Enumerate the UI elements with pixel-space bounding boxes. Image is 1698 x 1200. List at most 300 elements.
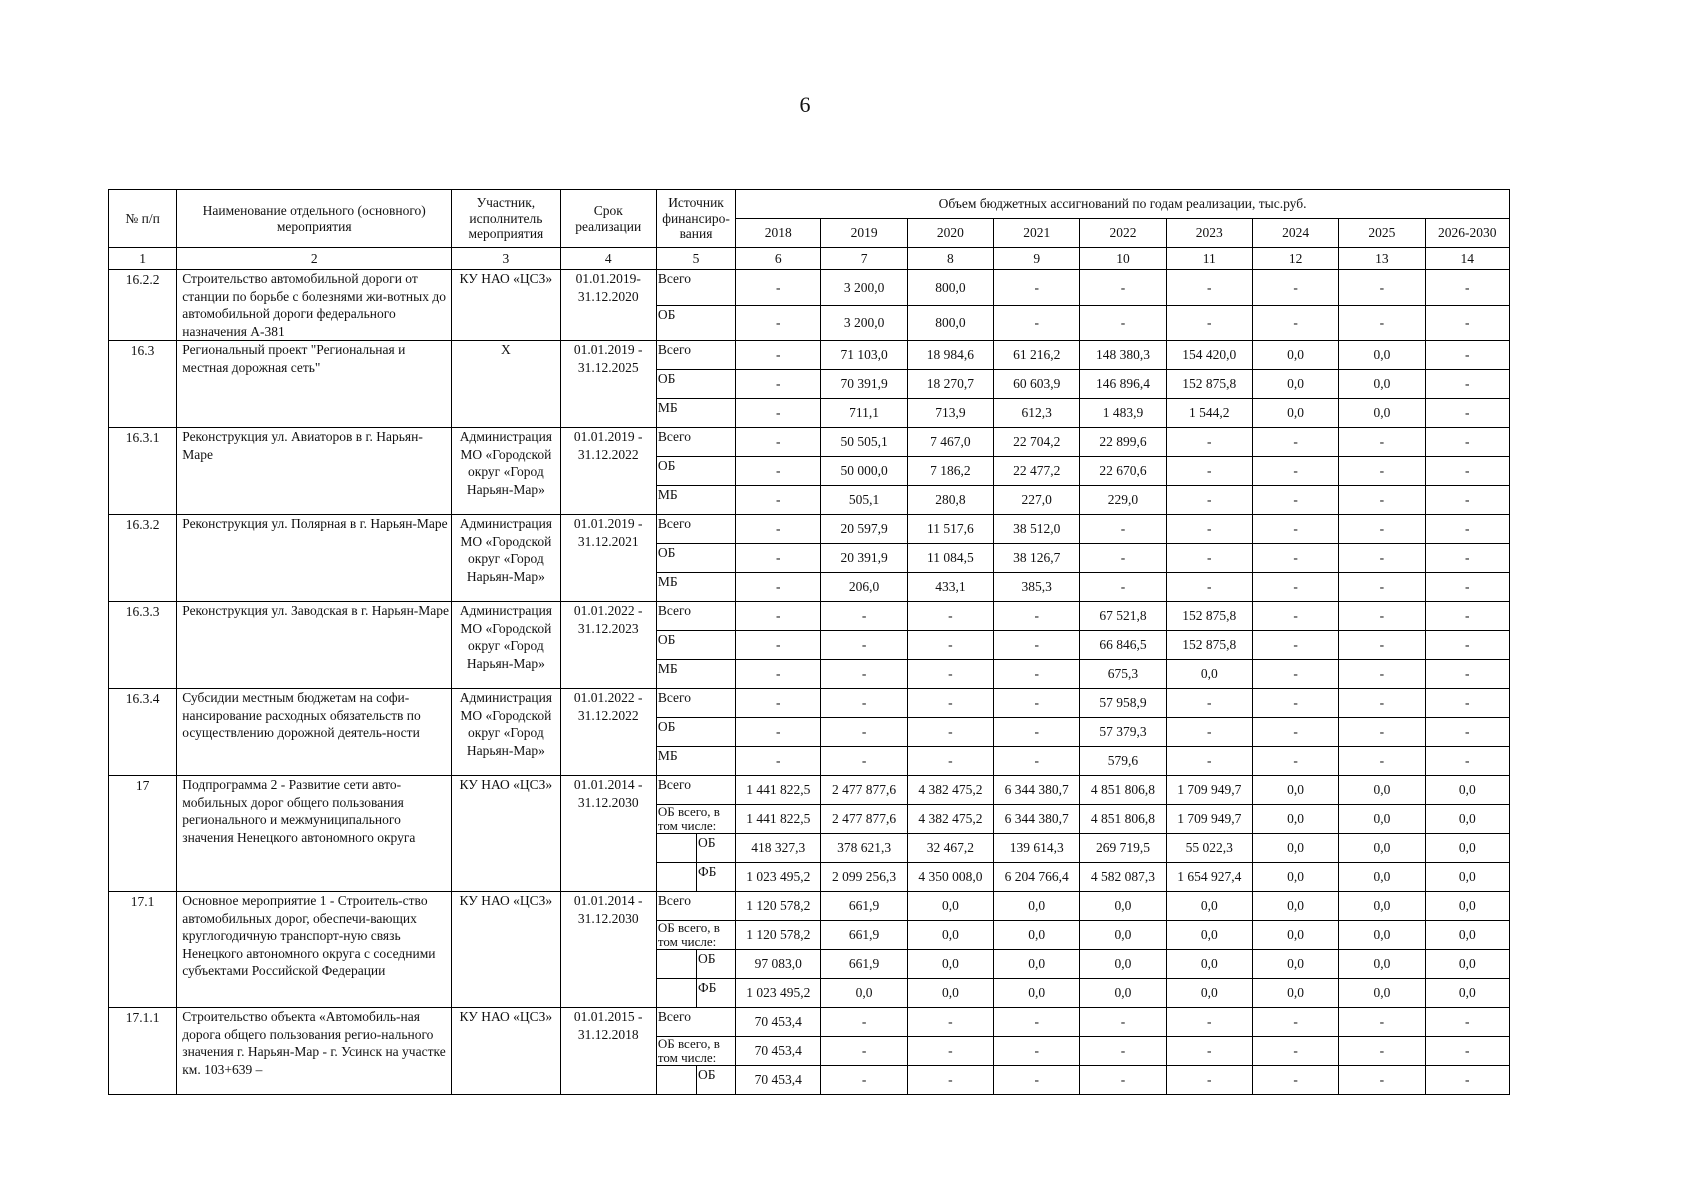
row-number: 16.3.1: [109, 428, 177, 515]
row-value: 6 344 380,7: [994, 776, 1080, 805]
row-value: -: [994, 1008, 1080, 1037]
row-value: -: [907, 631, 993, 660]
row-value: 152 875,8: [1166, 631, 1252, 660]
table-row: [109, 776, 1510, 805]
page-number: 6: [799, 92, 811, 117]
row-value: 280,8: [907, 486, 993, 515]
row-source: ОБ: [656, 544, 735, 573]
row-value: 50 000,0: [821, 457, 907, 486]
row-term-part: 01.01.2022 -: [573, 690, 643, 706]
row-value: -: [1339, 689, 1425, 718]
row-value: -: [1339, 660, 1425, 689]
row-value: 661,9: [821, 921, 907, 950]
budget-table: [108, 189, 1510, 1095]
row-value: 1 120 578,2: [736, 921, 821, 950]
row-value: -: [736, 689, 821, 718]
row-value: 1 709 949,7: [1166, 805, 1252, 834]
row-value: -: [1252, 515, 1338, 544]
header-budget: Объем бюджетных ассигнований по годам реализации, тыс.руб.: [736, 190, 1510, 219]
row-value: -: [907, 1066, 993, 1095]
row-value: -: [1425, 399, 1509, 428]
row-number: 16.3.2: [109, 515, 177, 602]
row-value: 38 512,0: [994, 515, 1080, 544]
row-value: -: [1252, 457, 1338, 486]
row-value: -: [1252, 718, 1338, 747]
table-row: [109, 270, 1510, 306]
column-number: 3: [452, 248, 560, 270]
row-value: 0,0: [994, 921, 1080, 950]
row-number: 17: [109, 776, 177, 892]
row-value: 0,0: [1425, 950, 1509, 979]
row-value: 0,0: [1252, 863, 1338, 892]
row-value: -: [1339, 747, 1425, 776]
row-value: 22 704,2: [994, 428, 1080, 457]
row-participant: Администрация МО «Городской округ «Город Нарьян-Мар»: [452, 428, 560, 515]
row-name: Основное мероприятие 1 - Строитель-ство автомобильных дорог, обеспечи-вающих круглогодичную транспорт-ную связь Ненецкого автономного округа с соседними субъектами Российской Федерации: [177, 892, 452, 1008]
row-value: -: [1252, 747, 1338, 776]
row-value: -: [1166, 544, 1252, 573]
row-value: 148 380,3: [1080, 341, 1166, 370]
year-header: 2026-2030: [1425, 219, 1509, 248]
row-value: -: [907, 602, 993, 631]
row-value: 0,0: [1252, 950, 1338, 979]
row-value: -: [1080, 1037, 1166, 1066]
row-value: 152 875,8: [1166, 602, 1252, 631]
row-term-part: 31.12.2030: [577, 910, 639, 926]
row-value: 50 505,1: [821, 428, 907, 457]
row-number: 17.1.1: [109, 1008, 177, 1095]
row-value: -: [821, 631, 907, 660]
row-value: 0,0: [1425, 834, 1509, 863]
row-term-part: 31.12.2023: [577, 620, 639, 636]
row-value: 3 200,0: [821, 305, 907, 341]
row-value: -: [1339, 1066, 1425, 1095]
row-value: -: [1252, 1008, 1338, 1037]
row-value: -: [1252, 602, 1338, 631]
row-value: 675,3: [1080, 660, 1166, 689]
row-value: 20 391,9: [821, 544, 907, 573]
row-source: МБ: [656, 660, 735, 689]
row-value: 0,0: [1425, 863, 1509, 892]
row-value: -: [907, 1008, 993, 1037]
row-term-part: 01.01.2019-: [575, 271, 641, 286]
row-source: МБ: [656, 573, 735, 602]
row-value: -: [994, 747, 1080, 776]
row-value: 0,0: [1166, 660, 1252, 689]
row-value: -: [736, 747, 821, 776]
row-value: 0,0: [1080, 950, 1166, 979]
row-value: -: [994, 305, 1080, 341]
row-value: 67 521,8: [1080, 602, 1166, 631]
row-term: [560, 602, 656, 689]
row-value: 378 621,3: [821, 834, 907, 863]
row-number: 17.1: [109, 892, 177, 1008]
row-value: 66 846,5: [1080, 631, 1166, 660]
table-row: [109, 341, 1510, 370]
row-value: 2 477 877,6: [821, 776, 907, 805]
row-value: 0,0: [1339, 892, 1425, 921]
row-value: 1 023 495,2: [736, 863, 821, 892]
row-value: -: [821, 602, 907, 631]
row-source: ОБ: [656, 718, 735, 747]
row-value: -: [1339, 573, 1425, 602]
row-value: -: [821, 1066, 907, 1095]
row-value: -: [1252, 428, 1338, 457]
header-term: Срок реализации: [560, 190, 656, 248]
row-value: -: [1339, 1037, 1425, 1066]
row-value: 1 120 578,2: [736, 892, 821, 921]
row-term-part: 31.12.2018: [577, 1026, 639, 1042]
row-value: 0,0: [1339, 921, 1425, 950]
row-term: [560, 270, 656, 341]
row-value: -: [1425, 631, 1509, 660]
row-value: -: [1252, 544, 1338, 573]
row-value: -: [1339, 718, 1425, 747]
row-value: -: [1166, 515, 1252, 544]
row-value: -: [736, 305, 821, 341]
row-value: 4 382 475,2: [907, 805, 993, 834]
row-value: 0,0: [1080, 892, 1166, 921]
row-value: 0,0: [1252, 892, 1338, 921]
year-header: 2020: [907, 219, 993, 248]
row-value: 0,0: [1252, 399, 1338, 428]
row-value: 0,0: [1166, 921, 1252, 950]
row-value: -: [1339, 457, 1425, 486]
row-term-part: 01.01.2019 -: [573, 429, 643, 445]
row-value: -: [736, 660, 821, 689]
row-value: 0,0: [1080, 921, 1166, 950]
row-value: -: [1339, 631, 1425, 660]
row-source-sub: ФБ: [697, 863, 736, 892]
table-row: [109, 1008, 1510, 1037]
row-source: ОБ: [656, 370, 735, 399]
row-value: 38 126,7: [994, 544, 1080, 573]
row-value: -: [736, 457, 821, 486]
row-value: -: [1425, 486, 1509, 515]
row-value: 0,0: [907, 950, 993, 979]
row-value: 22 477,2: [994, 457, 1080, 486]
row-value: -: [907, 718, 993, 747]
row-value: -: [1252, 305, 1338, 341]
row-value: -: [1166, 1037, 1252, 1066]
row-value: -: [994, 602, 1080, 631]
row-value: -: [821, 689, 907, 718]
column-number: 5: [656, 248, 735, 270]
row-value: -: [736, 602, 821, 631]
row-value: 7 467,0: [907, 428, 993, 457]
row-value: 0,0: [1166, 950, 1252, 979]
row-value: 6 344 380,7: [994, 805, 1080, 834]
row-value: -: [1425, 544, 1509, 573]
row-value: 0,0: [907, 892, 993, 921]
row-source-indent: [656, 979, 696, 1008]
row-name: Строительство объекта «Автомобиль-ная дорога общего пользования регио-нального значения г. Нарьян-Мар - г. Усинск на участке км. 103+639 –: [177, 1008, 452, 1095]
row-source-sub: ОБ: [697, 1066, 736, 1095]
row-value: -: [1080, 1008, 1166, 1037]
row-value: 0,0: [1339, 341, 1425, 370]
row-source-sub: ОБ: [697, 950, 736, 979]
row-value: 0,0: [994, 892, 1080, 921]
row-value: -: [1425, 718, 1509, 747]
row-source: Всего: [656, 689, 735, 718]
column-number: 2: [177, 248, 452, 270]
row-value: -: [736, 270, 821, 306]
row-source: ОБ всего, в том числе:: [656, 805, 735, 834]
row-value: -: [1339, 486, 1425, 515]
row-value: -: [821, 1037, 907, 1066]
row-number: 16.2.2: [109, 270, 177, 341]
row-value: 70 453,4: [736, 1066, 821, 1095]
year-header: 2022: [1080, 219, 1166, 248]
row-value: 0,0: [1166, 892, 1252, 921]
row-value: -: [736, 486, 821, 515]
row-value: -: [1166, 1066, 1252, 1095]
row-term-part: 01.01.2014 -: [573, 893, 643, 909]
row-value: -: [821, 660, 907, 689]
row-value: -: [1339, 602, 1425, 631]
row-value: 71 103,0: [821, 341, 907, 370]
row-value: 70 453,4: [736, 1008, 821, 1037]
row-value: 60 603,9: [994, 370, 1080, 399]
row-value: 32 467,2: [907, 834, 993, 863]
column-number: 8: [907, 248, 993, 270]
row-value: -: [1425, 573, 1509, 602]
year-header: 2023: [1166, 219, 1252, 248]
row-value: -: [1166, 573, 1252, 602]
row-value: 0,0: [1252, 805, 1338, 834]
row-value: 0,0: [1252, 921, 1338, 950]
row-value: -: [994, 270, 1080, 306]
row-value: -: [736, 341, 821, 370]
header-number: № п/п: [109, 190, 177, 248]
row-source: Всего: [656, 602, 735, 631]
row-source: Всего: [656, 515, 735, 544]
row-value: 0,0: [821, 979, 907, 1008]
row-term-part: 01.01.2015 -: [573, 1009, 643, 1025]
row-value: -: [1339, 544, 1425, 573]
row-value: 70 391,9: [821, 370, 907, 399]
row-term: [560, 1008, 656, 1095]
row-source: ОБ всего, в том числе:: [656, 1037, 735, 1066]
row-value: -: [821, 718, 907, 747]
row-value: -: [1080, 544, 1166, 573]
row-value: -: [907, 747, 993, 776]
row-value: 57 379,3: [1080, 718, 1166, 747]
row-value: -: [736, 631, 821, 660]
row-value: 579,6: [1080, 747, 1166, 776]
row-term-part: 31.12.2022: [577, 446, 639, 462]
row-value: -: [1252, 689, 1338, 718]
row-value: -: [736, 718, 821, 747]
year-header: 2024: [1252, 219, 1338, 248]
row-value: 1 441 822,5: [736, 776, 821, 805]
row-value: 1 654 927,4: [1166, 863, 1252, 892]
row-value: 11 084,5: [907, 544, 993, 573]
row-participant: Администрация МО «Городской округ «Город Нарьян-Мар»: [452, 515, 560, 602]
row-number: 16.3: [109, 341, 177, 428]
row-value: -: [1252, 270, 1338, 306]
row-term-part: 01.01.2022 -: [573, 603, 643, 619]
row-value: 0,0: [1252, 979, 1338, 1008]
row-value: -: [1252, 486, 1338, 515]
row-value: -: [736, 573, 821, 602]
row-value: -: [1166, 305, 1252, 341]
row-value: -: [1339, 428, 1425, 457]
row-value: -: [1425, 270, 1509, 306]
column-number: 10: [1080, 248, 1166, 270]
row-value: 0,0: [1252, 776, 1338, 805]
row-term: [560, 341, 656, 428]
row-source: МБ: [656, 399, 735, 428]
row-name: Субсидии местным бюджетам на софи-нансирование расходных обязательств по осуществлению дорожной деятель-ности: [177, 689, 452, 776]
row-value: -: [1425, 515, 1509, 544]
column-number: 4: [560, 248, 656, 270]
row-value: 1 023 495,2: [736, 979, 821, 1008]
row-term-part: 31.12.2030: [577, 794, 639, 810]
row-source-indent: [656, 863, 696, 892]
row-term-part: 31.12.2020: [577, 288, 639, 304]
table-row: [109, 428, 1510, 457]
row-value: -: [1339, 1008, 1425, 1037]
row-term: [560, 892, 656, 1008]
row-source: Всего: [656, 428, 735, 457]
row-value: 0,0: [1425, 776, 1509, 805]
row-value: 2 477 877,6: [821, 805, 907, 834]
row-value: 0,0: [1339, 805, 1425, 834]
column-number: 14: [1425, 248, 1509, 270]
row-value: -: [1080, 1066, 1166, 1095]
row-value: -: [1425, 689, 1509, 718]
row-value: 0,0: [994, 979, 1080, 1008]
row-participant: КУ НАО «ЦСЗ»: [452, 892, 560, 1008]
row-value: -: [1425, 428, 1509, 457]
row-term-part: 01.01.2014 -: [573, 777, 643, 793]
row-value: -: [994, 631, 1080, 660]
row-value: -: [821, 747, 907, 776]
table-row: [109, 515, 1510, 544]
row-value: -: [1425, 305, 1509, 341]
row-value: -: [1166, 486, 1252, 515]
row-source: МБ: [656, 747, 735, 776]
row-name: Реконструкция ул. Заводская в г. Нарьян-Маре: [177, 602, 452, 689]
row-value: 800,0: [907, 270, 993, 306]
row-value: 2 099 256,3: [821, 863, 907, 892]
row-value: -: [1166, 1008, 1252, 1037]
row-value: -: [1252, 660, 1338, 689]
row-name: Реконструкция ул. Авиаторов в г. Нарьян-Маре: [177, 428, 452, 515]
row-value: 0,0: [1252, 834, 1338, 863]
row-name: Реконструкция ул. Полярная в г. Нарьян-Маре: [177, 515, 452, 602]
row-value: 61 216,2: [994, 341, 1080, 370]
row-source: МБ: [656, 486, 735, 515]
row-value: 711,1: [821, 399, 907, 428]
row-value: 0,0: [1339, 370, 1425, 399]
row-value: -: [994, 1037, 1080, 1066]
row-term: [560, 515, 656, 602]
row-value: 18 984,6: [907, 341, 993, 370]
row-value: 4 851 806,8: [1080, 805, 1166, 834]
row-source-indent: [656, 834, 696, 863]
row-value: 800,0: [907, 305, 993, 341]
row-value: -: [1339, 270, 1425, 306]
row-value: -: [736, 370, 821, 399]
row-term-part: 01.01.2019 -: [573, 342, 643, 358]
row-participant: Х: [452, 341, 560, 428]
row-value: 0,0: [1425, 979, 1509, 1008]
row-value: -: [1425, 1066, 1509, 1095]
row-participant: КУ НАО «ЦСЗ»: [452, 270, 560, 341]
row-value: 152 875,8: [1166, 370, 1252, 399]
row-term-part: 31.12.2021: [577, 533, 639, 549]
row-value: -: [736, 428, 821, 457]
row-value: -: [1166, 428, 1252, 457]
row-value: 385,3: [994, 573, 1080, 602]
row-value: 18 270,7: [907, 370, 993, 399]
row-source: Всего: [656, 270, 735, 306]
row-name: Строительство автомобильной дороги от станции по борьбе с болезнями жи-вотных до автомобильной дороги федерального назначения А-381: [177, 270, 452, 341]
row-source-sub: ОБ: [697, 834, 736, 863]
row-value: 433,1: [907, 573, 993, 602]
row-source: Всего: [656, 776, 735, 805]
row-number: 16.3.3: [109, 602, 177, 689]
row-value: 0,0: [1339, 776, 1425, 805]
row-value: -: [1425, 457, 1509, 486]
row-term: [560, 428, 656, 515]
row-value: 1 544,2: [1166, 399, 1252, 428]
row-value: 55 022,3: [1166, 834, 1252, 863]
row-source-indent: [656, 950, 696, 979]
row-source: ОБ всего, в том числе:: [656, 921, 735, 950]
row-source: Всего: [656, 1008, 735, 1037]
row-value: -: [994, 660, 1080, 689]
row-name: Подпрограмма 2 - Развитие сети авто-мобильных дорог общего пользования регионального и межмуниципального значения Ненецкого автономного округа: [177, 776, 452, 892]
row-value: -: [1252, 631, 1338, 660]
row-value: -: [994, 718, 1080, 747]
row-value: -: [1425, 602, 1509, 631]
row-value: -: [736, 515, 821, 544]
row-value: -: [1166, 270, 1252, 306]
row-value: 0,0: [994, 950, 1080, 979]
year-header: 2018: [736, 219, 821, 248]
year-header: 2025: [1339, 219, 1425, 248]
row-value: 146 896,4: [1080, 370, 1166, 399]
row-value: -: [1339, 305, 1425, 341]
row-term-part: 31.12.2025: [577, 359, 639, 375]
column-number: 6: [736, 248, 821, 270]
row-value: 22 670,6: [1080, 457, 1166, 486]
row-value: 227,0: [994, 486, 1080, 515]
header-name: Наименование отдельного (основного) мероприятия: [177, 190, 452, 248]
row-source-indent: [656, 1066, 696, 1095]
row-value: 4 350 008,0: [907, 863, 993, 892]
row-value: -: [1252, 1066, 1338, 1095]
row-value: 0,0: [1252, 370, 1338, 399]
row-value: -: [1166, 689, 1252, 718]
row-term-part: 31.12.2022: [577, 707, 639, 723]
row-name: Региональный проект "Региональная и местная дорожная сеть": [177, 341, 452, 428]
row-value: -: [1166, 457, 1252, 486]
row-value: 0,0: [907, 921, 993, 950]
row-value: 0,0: [1252, 341, 1338, 370]
row-term: [560, 689, 656, 776]
row-source-sub: ФБ: [697, 979, 736, 1008]
row-value: 97 083,0: [736, 950, 821, 979]
row-value: 612,3: [994, 399, 1080, 428]
row-participant: Администрация МО «Городской округ «Город Нарьян-Мар»: [452, 689, 560, 776]
row-value: -: [1339, 515, 1425, 544]
row-value: 0,0: [1425, 921, 1509, 950]
row-value: -: [994, 689, 1080, 718]
